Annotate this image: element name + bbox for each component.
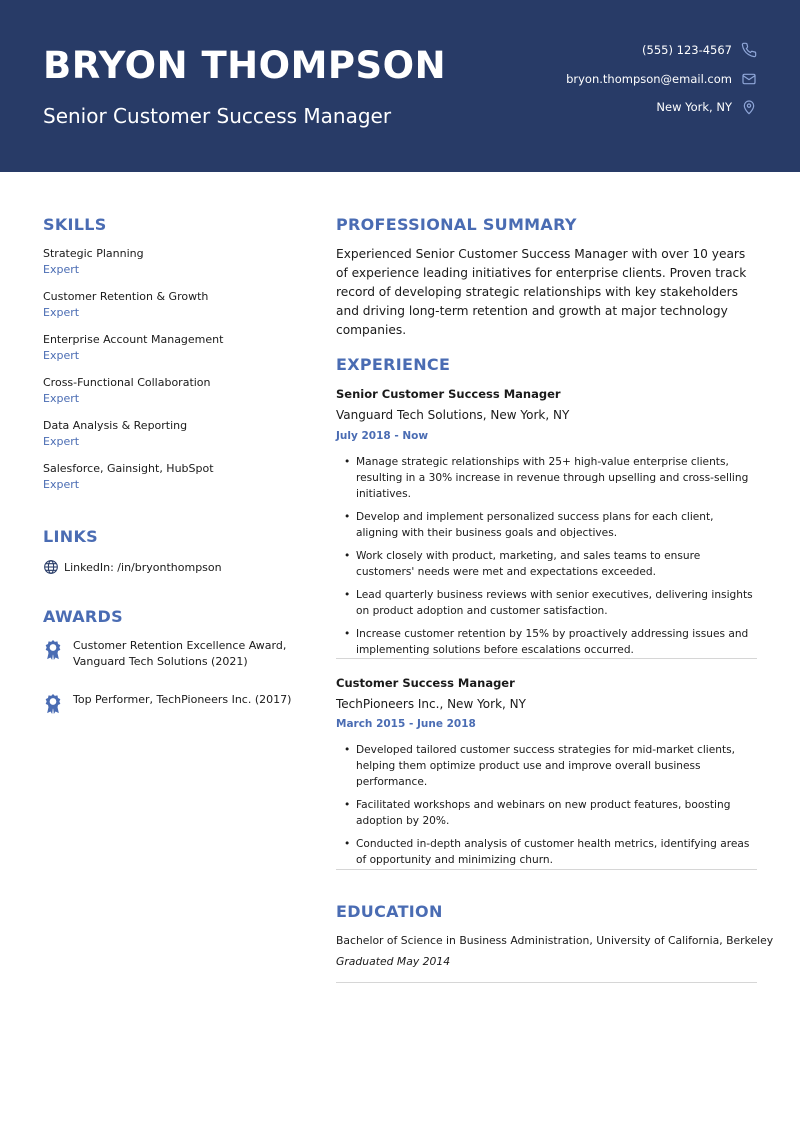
skill-level: Expert (43, 478, 80, 491)
skill-name: Strategic Planning (43, 247, 144, 260)
experience-heading: EXPERIENCE (336, 355, 451, 374)
education-heading: EDUCATION (336, 902, 443, 921)
linkedin-link[interactable] (43, 559, 222, 575)
award-badge-icon (43, 693, 63, 715)
education-degree: Bachelor of Science in Business Administration, University of California, Berkeley (336, 934, 774, 947)
phone-icon (741, 42, 757, 58)
location-text: New York, NY (656, 100, 732, 114)
job-bullet: • Increase customer retention by 15% by proactively addressing issues and implementing solutions before escalations occurred. (344, 626, 758, 658)
skill-item (43, 462, 283, 492)
job-company: Vanguard Tech Solutions, New York, NY (336, 408, 570, 422)
summary-text: Experienced Senior Customer Success Manager with over 10 years of experience leading initiatives for enterprise clients. Proven track record of developing strategic relationships with key stakeholders and driving long-term retention and growth at major technology companies. (336, 247, 747, 337)
skill-name: Cross-Functional Collaboration (43, 376, 211, 389)
links-heading: LINKS (43, 527, 98, 546)
award-text: Customer Retention Excellence Award, Vanguard Tech Solutions (2021) (73, 639, 287, 668)
skill-name: Enterprise Account Management (43, 333, 224, 346)
summary-heading: PROFESSIONAL SUMMARY (336, 215, 577, 234)
skills-heading: SKILLS (43, 215, 107, 234)
job-dates: July 2018 - Now (336, 430, 429, 442)
awards-heading: AWARDS (43, 607, 123, 626)
job-title: Senior Customer Success Manager (336, 387, 561, 401)
globe-icon (43, 559, 59, 575)
skill-level: Expert (43, 392, 80, 405)
email-text: bryon.thompson@email.com (566, 72, 732, 86)
job-bullet: • Work closely with product, marketing, and sales teams to ensure customers' needs were met and expectations exceeded. (344, 548, 758, 580)
skill-level: Expert (43, 349, 80, 362)
skill-item (43, 290, 283, 320)
award-item (43, 638, 293, 670)
skill-item (43, 419, 283, 449)
job-bullet: • Develop and implement personalized success plans for each client, aligning with their business goals and objectives. (344, 509, 758, 541)
section-divider (336, 982, 757, 983)
award-text: Top Performer, TechPioneers Inc. (2017) (73, 693, 292, 706)
job-bullet: • Developed tailored customer success strategies for mid-market clients, helping them optimize product use and improve overall business performance. (344, 742, 758, 790)
job-bullets (344, 742, 758, 875)
section-divider (336, 658, 757, 659)
job-bullet: • Lead quarterly business reviews with senior executives, delivering insights on product adoption and customer satisfaction. (344, 587, 758, 619)
skill-item (43, 376, 283, 406)
candidate-role: Senior Customer Success Manager (43, 104, 392, 128)
skill-level: Expert (43, 263, 80, 276)
job-dates: March 2015 - June 2018 (336, 718, 476, 730)
job-bullet: • Facilitated workshops and webinars on new product features, boosting adoption by 20%. (344, 797, 758, 829)
candidate-name: BRYON THOMPSON (43, 44, 447, 87)
skill-item (43, 247, 283, 277)
job-company: TechPioneers Inc., New York, NY (336, 697, 526, 711)
contact-email (566, 70, 757, 88)
contact-phone (642, 41, 757, 59)
skill-name: Salesforce, Gainsight, HubSpot (43, 462, 214, 475)
contact-location (656, 98, 757, 116)
phone-text: (555) 123-4567 (642, 43, 732, 57)
envelope-icon (741, 71, 757, 87)
job-bullet: • Manage strategic relationships with 25+ high-value enterprise clients, resulting in a 30% increase in revenue through upselling and cross-selling initiatives. (344, 454, 758, 502)
skill-item (43, 333, 283, 363)
linkedin-text[interactable]: LinkedIn: /in/bryonthompson (64, 560, 222, 574)
award-item (43, 692, 293, 715)
skill-name: Customer Retention & Growth (43, 290, 209, 303)
job-title: Customer Success Manager (336, 676, 515, 690)
job-bullets (344, 454, 758, 665)
skill-level: Expert (43, 306, 80, 319)
map-pin-icon (741, 99, 757, 115)
job-bullet: • Conducted in-depth analysis of customer health metrics, identifying areas of opportunity and minimizing churn. (344, 836, 758, 868)
resume-header (0, 0, 800, 172)
skill-level: Expert (43, 435, 80, 448)
section-divider (336, 869, 757, 870)
skill-name: Data Analysis & Reporting (43, 419, 188, 432)
award-badge-icon (43, 639, 63, 661)
education-graduation: Graduated May 2014 (336, 955, 451, 968)
